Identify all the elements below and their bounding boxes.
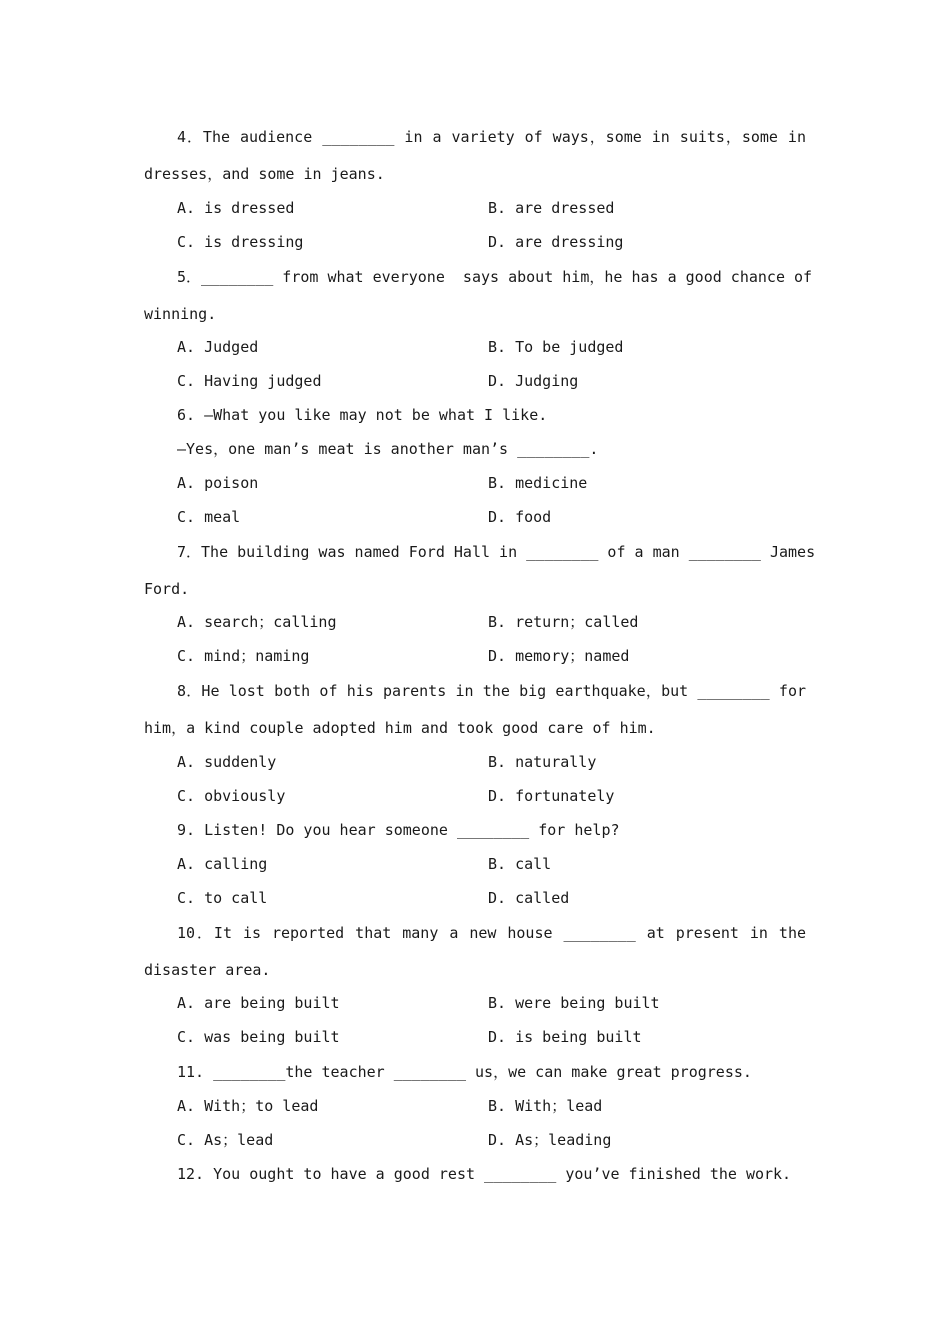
question-11-stem: 11. ________the teacher ________ us，we can make great progress. (177, 1063, 752, 1081)
question-10-stem: 10．It is reported that many a new house ________ at present in the (177, 924, 806, 942)
question-5-option-d: D. Judging (488, 372, 579, 390)
question-4-stem-continued: dresses，and some in jeans. (144, 165, 385, 183)
question-10-option-c: C. was being built (177, 1028, 340, 1046)
question-6-option-a: A. poison (177, 474, 259, 492)
question-7-stem: 7．The building was named Ford Hall in ________ of a man ________ James (177, 543, 816, 561)
question-9-option-a: A. calling (177, 855, 268, 873)
question-11-option-b: B. With；lead (488, 1097, 603, 1115)
question-11-option-d: D. As；leading (488, 1131, 612, 1149)
question-5-option-c: C. Having judged (177, 372, 322, 390)
question-10-option-a: A. are being built (177, 994, 340, 1012)
question-7-option-a: A. search；calling (177, 613, 337, 631)
question-8-option-c: C. obviously (177, 787, 286, 805)
question-8-stem: 8．He lost both of his parents in the big earthquake，but ________ for (177, 682, 806, 700)
question-5-option-b: B. To be judged (488, 338, 624, 356)
question-8-option-d: D. fortunately (488, 787, 615, 805)
question-8-option-b: B. naturally (488, 753, 597, 771)
question-4-option-c: C. is dressing (177, 233, 304, 251)
question-10-option-b: B. were being built (488, 994, 660, 1012)
question-4-option-d: D. are dressing (488, 233, 624, 251)
question-5-stem: 5．________ from what everyone says about him，he has a good chance of (177, 268, 813, 286)
question-7-stem-continued: Ford. (144, 580, 190, 598)
question-5-option-a: A. Judged (177, 338, 259, 356)
question-6-option-c: C. meal (177, 508, 241, 526)
question-6-stem: 6. —What you like may not be what I like. (177, 406, 548, 424)
question-10-option-d: D. is being built (488, 1028, 642, 1046)
question-7-option-c: C. mind；naming (177, 647, 310, 665)
question-12-stem: 12. You ought to have a good rest ________ you’ve finished the work. (177, 1165, 792, 1183)
question-8-option-a: A. suddenly (177, 753, 277, 771)
question-8-stem-continued: him，a kind couple adopted him and took good care of him. (144, 719, 656, 737)
question-6-option-d: D. food (488, 508, 552, 526)
question-5-stem-continued: winning. (144, 305, 217, 323)
question-9-option-c: C. to call (177, 889, 268, 907)
question-7-option-d: D. memory；named (488, 647, 630, 665)
question-4-stem: 4．The audience ________ in a variety of ways，some in suits，some in (177, 128, 806, 146)
question-4-option-a: A. is dressed (177, 199, 295, 217)
question-4-option-b: B. are dressed (488, 199, 615, 217)
question-9-stem: 9. Listen! Do you hear someone ________ for help? (177, 821, 620, 839)
question-11-option-c: C. As；lead (177, 1131, 274, 1149)
question-11-option-a: A. With；to lead (177, 1097, 319, 1115)
question-9-option-b: B. call (488, 855, 552, 873)
question-9-option-d: D. called (488, 889, 570, 907)
question-10-stem-continued: disaster area. (144, 961, 271, 979)
question-6-option-b: B. medicine (488, 474, 588, 492)
question-6-reply: —Yes，one man’s meat is another man’s ________. (177, 440, 599, 458)
question-7-option-b: B. return；called (488, 613, 639, 631)
